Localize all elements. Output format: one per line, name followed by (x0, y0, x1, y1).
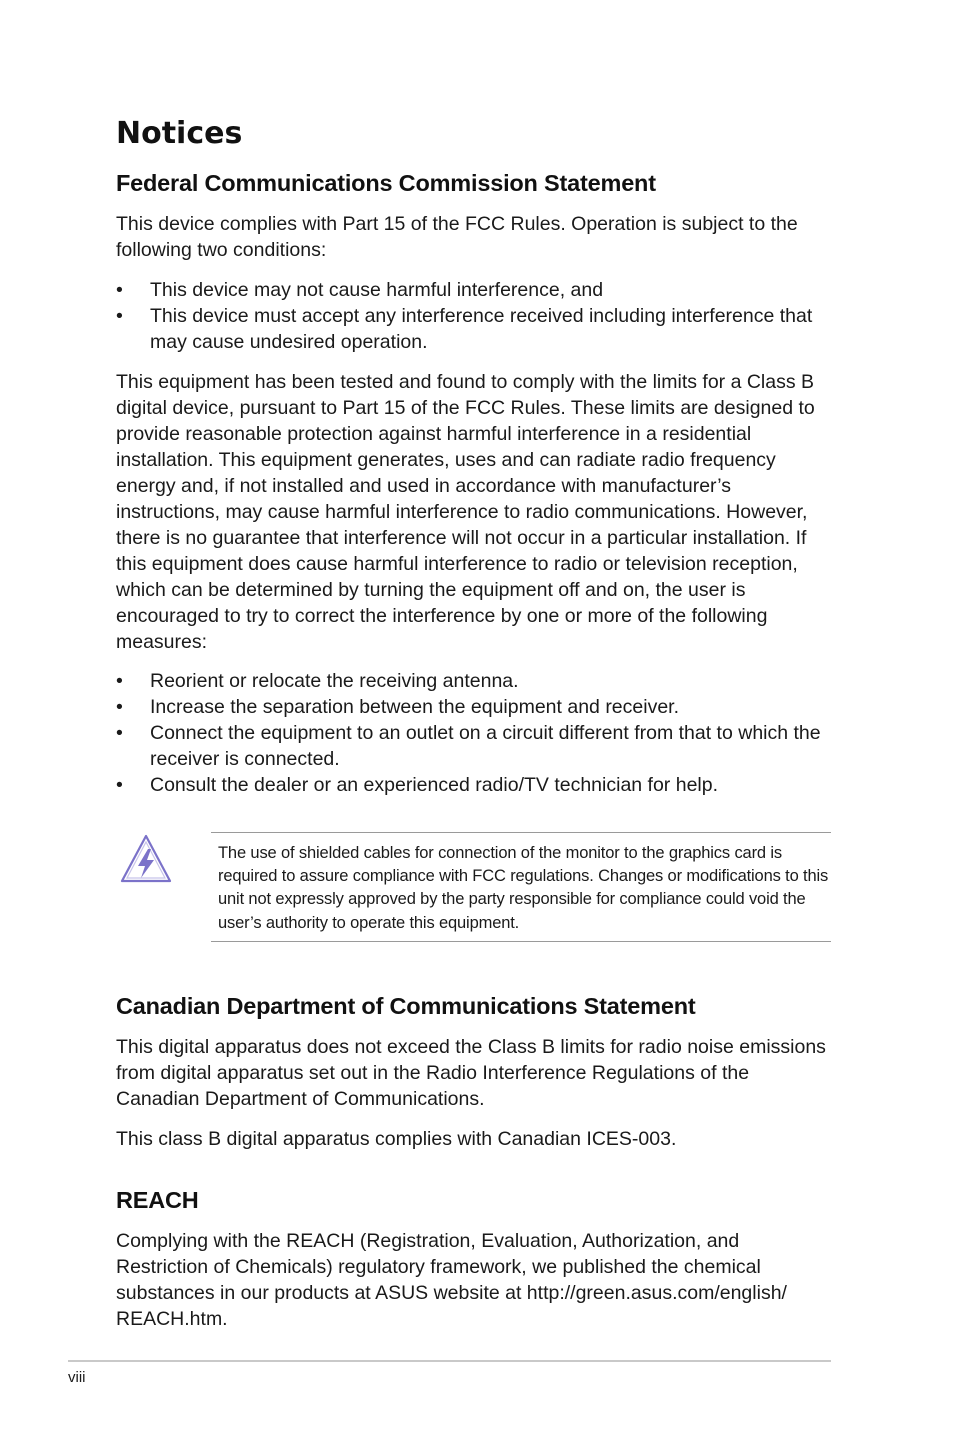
list-item-text: This device may not cause harmful interference, and (150, 279, 604, 301)
note-box (211, 832, 831, 942)
list-item (116, 772, 832, 798)
bullet: • (116, 670, 123, 692)
list-item (116, 277, 832, 303)
note-text: The use of shielded cables for connection of the monitor to the graphics card is required to assure compliance with FCC regulations. Changes or modifications to this unit not expressly approved by the party responsible for compliance could void the user’s authority to operate this equipment. (218, 844, 829, 932)
fcc-heading: Federal Communications Commission Statement (116, 170, 656, 196)
reach-heading: REACH (116, 1187, 199, 1213)
bullet: • (116, 279, 123, 301)
bullet: • (116, 696, 123, 718)
page-title: Notices (116, 116, 243, 151)
list-item-text: This device must accept any interference received including interference that may cause undesired operation. (150, 305, 813, 353)
bullet: • (116, 305, 123, 327)
canadian-para-1-text: This digital apparatus does not exceed the Class B limits for radio noise emissions from digital apparatus set out in the Radio Interference Regulations of the Canadian Department of Communications. (116, 1036, 826, 1110)
reach-body-text: Complying with the REACH (Registration, Evaluation, Authorization, and Restriction of Chemicals) regulatory framework, we published the chemical substances in our products at ASUS website at http://green.asus.com/english/ REACH.htm. (116, 1230, 787, 1330)
fcc-body (116, 369, 828, 655)
fcc-body-text: This equipment has been tested and found to comply with the limits for a Class B digital device, pursuant to Part 15 of the FCC Rules. These limits are designed to provide reasonable protection against harmful interference in a residential installation. This equipment generates, uses and can radiate radio frequency energy and, if not installed and used in accordance with manufacturer’s instructions, may cause harmful interference to radio communications. However, there is no guarantee that interference will not occur in a particular installation. If this equipment does cause harmful interference to radio or television reception, which can be determined by turning the equipment off and on, the user is encouraged to try to correct the interference by one or more of the following measures: (116, 371, 815, 653)
footer-divider (68, 1360, 831, 1362)
list-item (116, 303, 832, 355)
fcc-intro (116, 211, 816, 263)
fcc-measures-list (116, 668, 832, 798)
list-item-text: Increase the separation between the equipment and receiver. (150, 696, 680, 718)
list-item-text: Connect the equipment to an outlet on a circuit different from that to which the receiver is connected. (150, 722, 821, 770)
list-item-text: Reorient or relocate the receiving antenna. (150, 670, 519, 692)
canadian-para-2 (116, 1126, 832, 1152)
canadian-heading: Canadian Department of Communications Statement (116, 993, 696, 1019)
list-item (116, 668, 832, 694)
bullet: • (116, 722, 123, 744)
page-number: viii (68, 1369, 86, 1386)
canadian-para-1 (116, 1034, 832, 1112)
reach-body (116, 1228, 796, 1332)
fcc-conditions-list (116, 277, 832, 355)
canadian-para-2-text: This class B digital apparatus complies with Canadian ICES-003. (116, 1128, 677, 1150)
fcc-intro-text: This device complies with Part 15 of the FCC Rules. Operation is subject to the following two conditions: (116, 213, 798, 261)
list-item-text: Consult the dealer or an experienced radio/TV technician for help. (150, 774, 719, 796)
list-item (116, 694, 832, 720)
bullet: • (116, 774, 123, 796)
list-item (116, 720, 832, 772)
warning-icon (119, 834, 173, 884)
